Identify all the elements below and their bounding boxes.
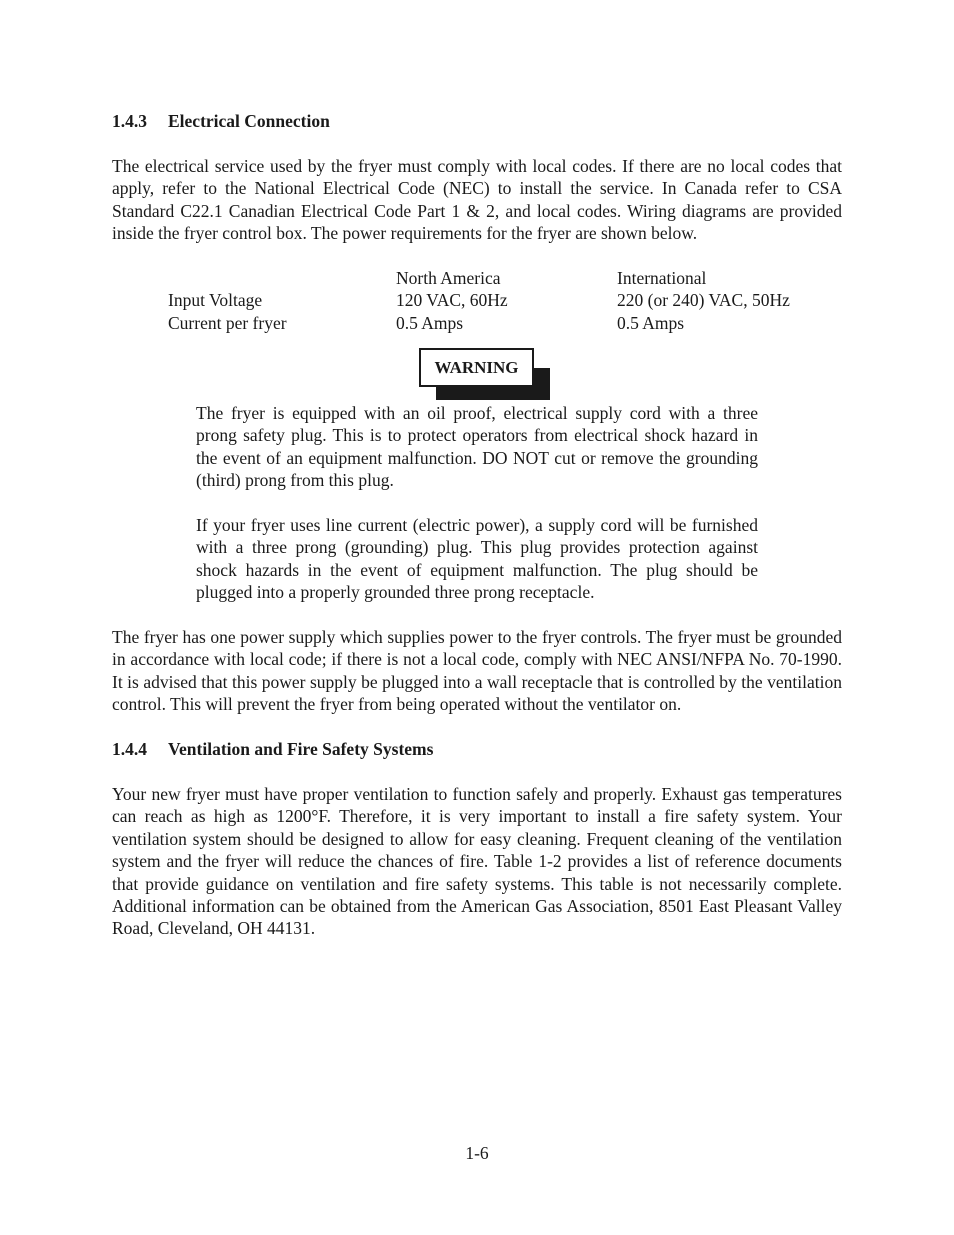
page-number: 1-6	[465, 1143, 489, 1163]
row-label-current-per-fryer: Current per fryer	[168, 313, 287, 333]
column-header-north-america: North America	[396, 268, 501, 288]
column-header-international: International	[617, 268, 707, 288]
section-heading-1-4-4	[112, 738, 433, 760]
section-number: 1.4.3	[112, 111, 147, 131]
section-title: Ventilation and Fire Safety Systems	[168, 739, 434, 759]
cell-current-north-america: 0.5 Amps	[396, 313, 464, 333]
electrical-intro-paragraph: The electrical service used by the fryer must comply with local codes. If there are no local codes that apply, refer to the National Electrical Code (NEC) to install the service. In Canada refer to CSA Standard C22.1 Canadian Electrical Code Part 1 & 2, and local codes. Wiring diagrams are provided inside the fryer control box. The power requirements for the fryer are shown below.	[112, 156, 842, 244]
section-number: 1.4.4	[112, 739, 147, 759]
power-supply-paragraph: The fryer has one power supply which supplies power to the fryer controls. The fryer must be grounded in accordance with local code; if there is not a local code, comply with NEC ANSI/NFPA No. 70-1990. It is advised that this power supply be plugged into a wall receptacle that is controlled by the ventilation control. This will prevent the fryer from being operated without the ventilator on.	[112, 627, 842, 715]
section-heading-1-4-3	[112, 110, 330, 132]
warning-paragraph-2: If your fryer uses line current (electric power), a supply cord will be furnished with a three prong (grounding) plug. This plug provides protection against shock hazards in the event of equipment malfunction. The plug should be plugged into a properly grounded three prong receptacle.	[196, 515, 758, 603]
ventilation-paragraph: Your new fryer must have proper ventilation to function safely and properly. Exhaust gas temperatures can reach as high as 1200°F. Therefore, it is very important to install a fire safety system. Your ventilation system should be designed to allow for easy cleaning. Frequent cleaning of the ventilation system and the fryer will reduce the chances of fire. Table 1-2 provides a list of reference documents that provide guidance on ventilation and fire safety systems. This table is not necessarily complete. Additional information can be obtained from the American Gas Association, 8501 East Pleasant Valley Road, Cleveland, OH 44131.	[112, 784, 842, 939]
cell-input-voltage-north-america: 120 VAC, 60Hz	[396, 290, 508, 310]
cell-current-international: 0.5 Amps	[617, 313, 685, 333]
warning-paragraph-1: The fryer is equipped with an oil proof, electrical supply cord with a three prong safety plug. This is to protect operators from electrical shock hazard in the event of an equipment malfunction. DO NOT cut or remove the grounding (third) prong from this plug.	[196, 403, 758, 491]
warning-label: WARNING	[419, 348, 534, 387]
row-label-input-voltage: Input Voltage	[168, 290, 263, 310]
section-title: Electrical Connection	[168, 111, 330, 131]
cell-input-voltage-international: 220 (or 240) VAC, 50Hz	[617, 290, 790, 310]
